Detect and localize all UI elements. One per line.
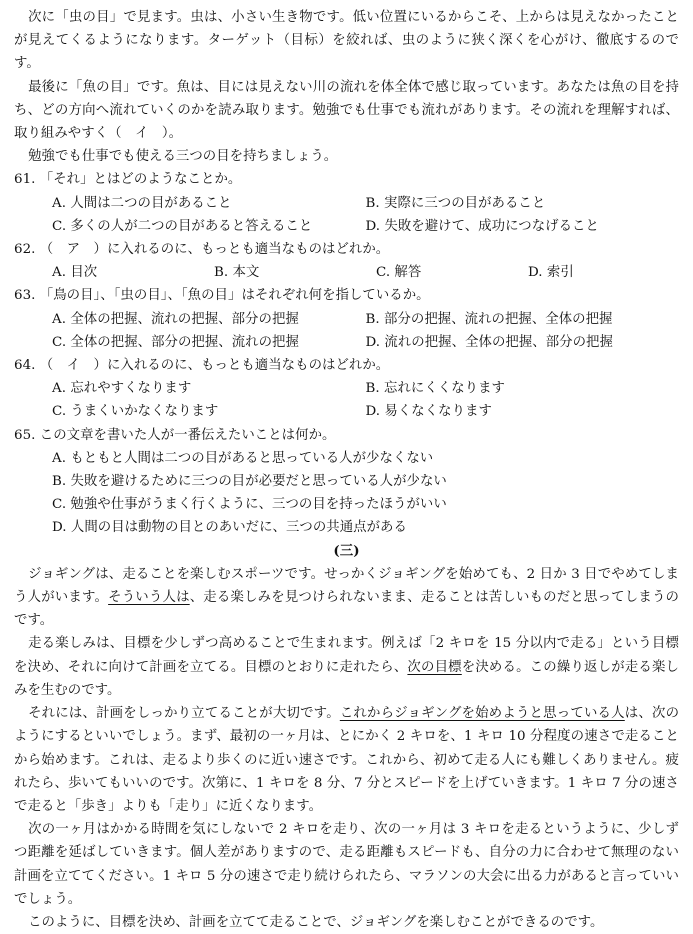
text-run: 走る楽しみは、目標を少しずつ高めることで生まれます。例えば「2 キロを 15 分以内で走る」という目標を決め、それに向けて計画を立てる。目標のとおりに走れたら、 bbox=[14, 636, 679, 675]
passage-paragraph: 次の一ヶ月はかかる時間を気にしないで 2 キロを走り、次の一ヶ月は 3 キロを走るというように、少しずつ距離を延ばしていきます。個人差がありますので、走る距離もスピードも、自分の力に合わせて無理のない計画を立ててください。1 キロ 5 分の速さで走り続けられたら、マラソンの大会に出る力があると言っていいでしょう。 bbox=[14, 822, 679, 907]
option-d: D. 流れの把握、全体の把握、部分の把握 bbox=[365, 334, 613, 350]
option-c: C. 多くの人が二つの目があると答えること bbox=[52, 218, 313, 234]
option-list bbox=[14, 447, 679, 540]
question-stem: 61. 「それ」とはどのようなことか。 bbox=[14, 172, 242, 188]
option-list bbox=[14, 261, 679, 284]
option-d: D. 失敗を避けて、成功につなげること bbox=[365, 218, 599, 234]
option-a: A. 目次 bbox=[52, 265, 98, 281]
question-64 bbox=[14, 354, 679, 424]
question-61 bbox=[14, 168, 679, 238]
question-63 bbox=[14, 284, 679, 354]
option-list bbox=[14, 377, 679, 423]
option-list bbox=[14, 308, 679, 354]
option-b: B. 実際に三つの目があること bbox=[365, 195, 546, 211]
text-run: 、走る楽しみを見つけられないまま、走ることは苦しいものだと思ってしまうのです。 bbox=[14, 590, 679, 629]
passage-paragraph: このように、目標を決め、計画を立てて走ることで、ジョギングを楽しむことができるのです。 bbox=[28, 914, 604, 930]
option-b: B. 部分の把握、流れの把握、全体の把握 bbox=[365, 311, 613, 327]
underlined-phrase: 次の目標 bbox=[407, 659, 462, 675]
underlined-phrase: そういう人は bbox=[108, 590, 190, 606]
option-d: D. 人間の目は動物の目とのあいだに、三つの共通点がある bbox=[52, 520, 407, 536]
passage-section-2 bbox=[14, 6, 679, 168]
option-c: C. 全体の把握、部分の把握、流れの把握 bbox=[52, 334, 299, 350]
option-b: B. 忘れにくくなります bbox=[365, 381, 505, 397]
option-b: B. 本文 bbox=[214, 265, 260, 281]
text-run: は、次のようにするといいでしょう。まず、最初の一ヶ月は、とにかく 2 キロを、1 キロ 10 分程度の速さで走ることから始めます。これは、走るより歩くのに近い速さです。これから、初めて走る人にも難しくありません。疲れたら、歩いてもいいのです。次第に、1 キロを 8 分、7 分とスピードを上げていきます。1 キロ 7 分の速さで走ると「歩き」よりも「走り」に近くなります。 bbox=[14, 706, 680, 814]
text-run: を決める。この繰り返しが走る楽しみを生むのです。 bbox=[14, 659, 679, 698]
underlined-phrase: これからジョギングを始めようと思っている人 bbox=[339, 706, 625, 722]
passage-paragraph bbox=[14, 632, 679, 702]
option-c: C. 解答 bbox=[376, 265, 422, 281]
option-a: A. 全体の把握、流れの把握、部分の把握 bbox=[52, 311, 299, 327]
option-a: A. 人間は二つの目があること bbox=[52, 195, 232, 211]
passage-paragraph bbox=[14, 563, 679, 633]
passage-section-3 bbox=[14, 563, 679, 934]
passage-paragraph: 勉強でも仕事でも使える三つの目を持ちましょう。 bbox=[28, 149, 338, 165]
passage-paragraph: 最後に「魚の目」です。魚は、目には見えない川の流れを体全体で感じ取っています。あなたは魚の目を持ち、どの方向へ流れていくのかを読み取ります。勉強でも仕事でも流れがあります。その流れを理解すれば、取り組みやすく（ イ ）。 bbox=[14, 79, 679, 142]
option-d: D. 易くなくなります bbox=[365, 404, 492, 420]
text-run: ジョギングは、走ることを楽しむスポーツです。せっかくジョギングを始めても、2 日か 3 日でやめてしまう人がいます。 bbox=[14, 566, 679, 606]
question-stem: 62. （ ア ）に入れるのに、もっとも適当なものはどれか。 bbox=[14, 242, 390, 258]
question-62 bbox=[14, 238, 679, 284]
question-stem: 64. （ イ ）に入れるのに、もっとも適当なものはどれか。 bbox=[14, 358, 390, 374]
question-stem: 65. この文章を書いた人が一番伝えたいことは何か。 bbox=[14, 427, 336, 443]
option-d: D. 索引 bbox=[528, 265, 574, 281]
text-run: それには、計画をしっかり立てることが大切です。 bbox=[28, 706, 340, 722]
question-65 bbox=[14, 424, 679, 540]
passage-paragraph: 次に「虫の目」で見ます。虫は、小さい生き物です。低い位置にいるからこそ、上からは見えなかったことが見えてくるようになります。ターゲット（目标）を絞れば、虫のように狭く深くを心がけ、徹底するのです。 bbox=[14, 10, 679, 72]
section-heading: (三) bbox=[333, 542, 360, 559]
passage-paragraph bbox=[14, 702, 679, 818]
option-b: B. 失敗を避けるために三つの目が必要だと思っている人が少ない bbox=[52, 474, 447, 490]
option-a: A. 忘れやすくなります bbox=[52, 381, 192, 397]
option-c: C. うまくいかなくなります bbox=[52, 404, 219, 420]
question-list bbox=[14, 168, 679, 539]
option-c: C. 勉強や仕事がうまく行くように、三つの目を持ったほうがいい bbox=[52, 497, 447, 513]
option-list bbox=[14, 192, 679, 238]
question-stem: 63. 「鳥の目」、「虫の目」、「魚の目」はそれぞれ何を指しているか。 bbox=[14, 288, 430, 304]
option-a: A. もともと人間は二つの目があると思っている人が少なくない bbox=[52, 450, 434, 466]
